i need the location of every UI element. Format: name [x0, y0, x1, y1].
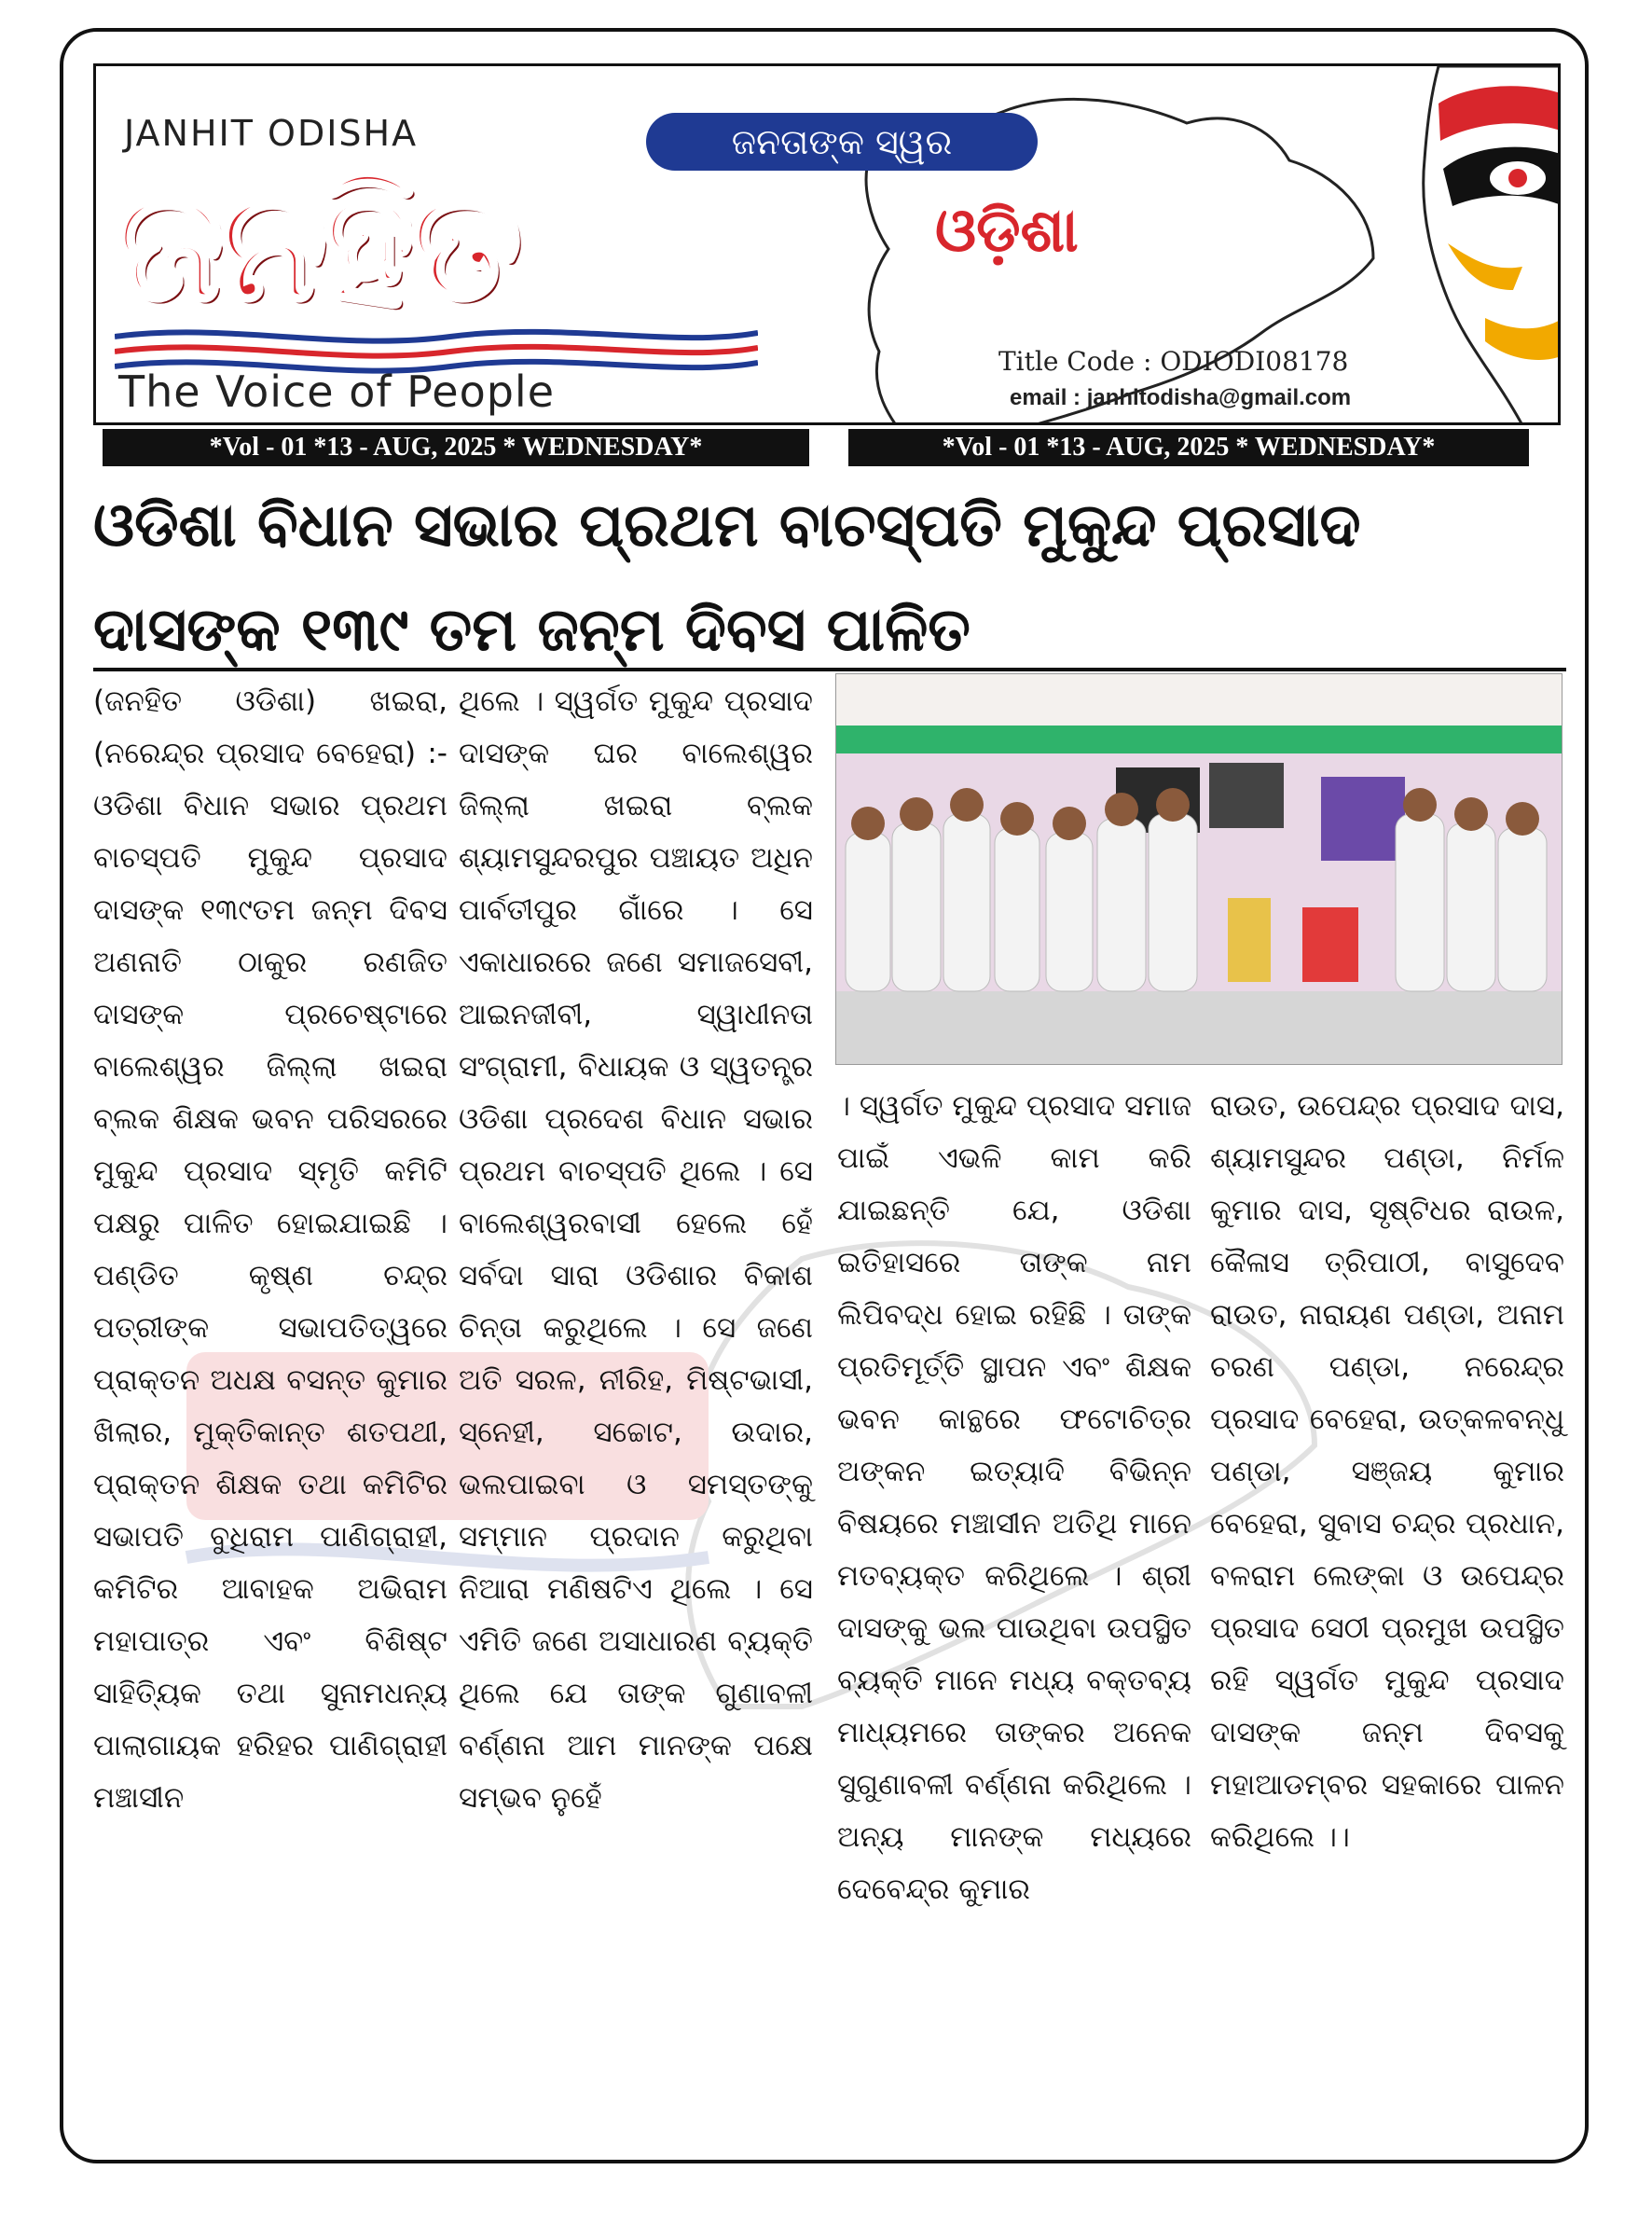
tagline-english: The Voice of People — [118, 366, 555, 417]
brand-english: JANHIT ODISHA — [124, 113, 419, 154]
group-photo-illustration — [836, 674, 1563, 1065]
deity-face-icon — [1383, 66, 1561, 425]
article-column-3: । ସ୍ୱର୍ଗତ ମୁକୁନ୍ଦ ପ୍ରସାଦ ସମାଜ ପାଇଁ ଏଭଳି କାମ କରି ଯାଇଛନ୍ତି ଯେ, ଓଡିଶା ଇତିହାସରେ ତାଙ୍କ ନାମ ଲିପିବଦ୍ଧ ହୋଇ ରହିଛି । ତାଙ୍କ ପ୍ରତିମୂର୍ତ୍ତି ସ୍ଥାପନ ଏବଂ ଶିକ୍ଷକ ଭବନ କାନ୍ଥରେ ଫଟୋଚିତ୍ର ଅଙ୍କନ ଇତ୍ୟାଦି ବିଭିନ୍ନ ବିଷୟରେ ମଞ୍ଚାସୀନ ଅତିଥି ମାନେ ମତବ୍ୟକ୍ତ କରିଥିଲେ । ଶ୍ରୀ ଦାସଙ୍କୁ ଭଲ ପାଉଥିବା ଉପସ୍ଥିତ ବ୍ୟକ୍ତି ମାନେ ମଧ୍ୟ ବକ୍ତବ୍ୟ ମାଧ୍ୟମରେ ତାଙ୍କର ଅନେକ ସୁଗୁଣାବଳୀ ବର୍ଣ୍ଣନା କରିଥିଲେ । ଅନ୍ୟ ମାନଙ୍କ ମଧ୍ୟରେ ଦେବେନ୍ଦ୍ର କୁମାର — [837, 1089, 1191, 1906]
article-headline: ଓଡିଶା ବିଧାନ ସଭାର ପ୍ରଥମ ବାଚସ୍ପତି ମୁକୁନ୍ଦ ପ୍ରସାଦ ଦାସଙ୍କ ୧୩୯ ତମ ଜନ୍ମ ଦିବସ ପାଳିତ — [93, 491, 1361, 665]
tagline-badge: ଜନତାଙ୍କ ସ୍ୱର — [646, 113, 1038, 171]
dateline-left: *Vol - 01 *13 - AUG, 2025 * WEDNESDAY* — [103, 429, 809, 466]
brand-odia-logo: ଜନହିତ — [115, 150, 516, 337]
headline-divider — [93, 668, 1566, 671]
dateline-right: *Vol - 01 *13 - AUG, 2025 * WEDNESDAY* — [848, 429, 1529, 466]
title-code: Title Code : ODIODI08178 — [998, 346, 1349, 377]
article-column-2: ଥିଲେ । ସ୍ୱର୍ଗତ ମୁକୁନ୍ଦ ପ୍ରସାଦ ଦାସଙ୍କ ଘର ବାଲେଶ୍ୱର ଜିଲ୍ଲା ଖଇରା ବ୍ଲକ ଶ୍ୟାମସୁନ୍ଦରପୁର ପଞ୍ଚାୟତ ଅଧିନ ପାର୍ବତୀପୁର ଗାଁରେ । ସେ ଏକାଧାରରେ ଜଣେ ସମାଜସେବୀ, ଆଇନଜୀବୀ, ସ୍ୱାଧୀନତା ସଂଗ୍ରାମୀ, ବିଧାୟକ ଓ ସ୍ୱତନ୍ତ୍ର ଓଡିଶା ପ୍ରଦେଶ ବିଧାନ ସଭାର ପ୍ରଥମ ବାଚସ୍ପତି ଥିଲେ । ସେ ବାଲେଶ୍ୱରବାସୀ ହେଲେ ହେଁ ସର୍ବଦା ସାରା ଓଡିଶାର ବିକାଶ ଚିନ୍ତା କରୁଥିଲେ । ସେ ଜଣେ ଅତି ସରଳ, ନୀରିହ, ମିଷ୍ଟଭାସୀ, ସ୍ନେହୀ, ସଚ୍ଚୋଟ, ଉଦାର, ଭଲପାଇବା ଓ ସମସ୍ତଙ୍କୁ ସମ୍ମାନ ପ୍ରଦାନ କରୁଥିବା ନିଆରା ମଣିଷଟିଏ ଥିଲେ । ସେ ଏମିତି ଜଣେ ଅସାଧାରଣ ବ୍ୟକ୍ତି ଥିଲେ ଯେ ତାଙ୍କ ଗୁଣାବଳୀ ବର୍ଣ୍ଣନା ଆମ ମାନଙ୍କ ପକ୍ଷେ ସମ୍ଭବ ନୁହେଁ — [459, 684, 813, 1815]
email-address: email : janhitodisha@gmail.com — [1010, 385, 1352, 410]
state-name: ଓଡ଼ିଶା — [935, 197, 1079, 266]
article-column-4: ରାଉତ, ଉପେନ୍ଦ୍ର ପ୍ରସାଦ ଦାସ, ଶ୍ୟାମସୁନ୍ଦର ପଣ୍ଡା, ନିର୍ମଳ କୁମାର ଦାସ, ସୃଷ୍ଟିଧର ରାଉଳ, କୈଳାସ ତ୍ରିପାଠୀ, ବାସୁଦେବ ରାଉତ, ନାରାୟଣ ପଣ୍ଡା, ଅନାମ ଚରଣ ପଣ୍ଡା, ନରେନ୍ଦ୍ର ପ୍ରସାଦ ବେହେରା, ଉତ୍କଳବନ୍ଧୁ ପଣ୍ଡା, ସଞ୍ଜୟ କୁମାର ବେହେରା, ସୁବାସ ଚନ୍ଦ୍ର ପ୍ରଧାନ, ବଳରାମ ଲେଙ୍କା ଓ ଉପେନ୍ଦ୍ର ପ୍ରସାଦ ସେଠୀ ପ୍ରମୁଖ ଉପସ୍ଥିତ ରହି ସ୍ୱର୍ଗତ ମୁକୁନ୍ଦ ପ୍ରସାଦ ଦାସଙ୍କ ଜନ୍ମ ଦିବସକୁ ମହାଆଡମ୍ବର ସହକାରେ ପାଳନ କରିଥିଲେ ।। — [1210, 1089, 1564, 1854]
masthead — [93, 63, 1561, 425]
article-column-1: (ଜନହିତ ଓଡିଶା) ଖଇରା, (ନରେନ୍ଦ୍ର ପ୍ରସାଦ ବେହେରା) :- ଓଡିଶା ବିଧାନ ସଭାର ପ୍ରଥମ ବାଚସ୍ପତି ମୁକୁନ୍ଦ ପ୍ରସାଦ ଦାସଙ୍କ ୧୩୯ତମ ଜନ୍ମ ଦିବସ ଅଣନାତି ଠାକୁର ରଣଜିତ ଦାସଙ୍କ ପ୍ରଚେଷ୍ଟାରେ ବାଲେଶ୍ୱର ଜିଲ୍ଲା ଖଇରା ବ୍ଲକ ଶିକ୍ଷକ ଭବନ ପରିସରରେ ମୁକୁନ୍ଦ ପ୍ରସାଦ ସ୍ମୃତି କମିଟି ପକ୍ଷରୁ ପାଳିତ ହୋଇଯାଇଛି । ପଣ୍ଡିତ କୃଷ୍ଣ ଚନ୍ଦ୍ର ପତ୍ରୀଙ୍କ ସଭାପତିତ୍ୱରେ ପ୍ରାକ୍ତନ ଅଧକ୍ଷ ବସନ୍ତ କୁମାର ଖିଲାର, ମୁକ୍ତିକାନ୍ତ ଶତପଥୀ, ପ୍ରାକ୍ତନ ଶିକ୍ଷକ ତଥା କମିଟିର ସଭାପତି ବୁଧିରାମ ପାଣିଗ୍ରାହୀ, କମିଟିର ଆବାହକ ଅଭିରାମ ମହାପାତ୍ର ଏବଂ ବିଶିଷ୍ଟ ସାହିତ୍ୟିକ ତଥା ସୁନାମଧନ୍ୟ ପାଲାଗାୟକ ହରିହର ପାଣିଗ୍ରାହୀ ମଞ୍ଚାସୀନ — [93, 684, 447, 1815]
event-photo — [835, 673, 1563, 1065]
